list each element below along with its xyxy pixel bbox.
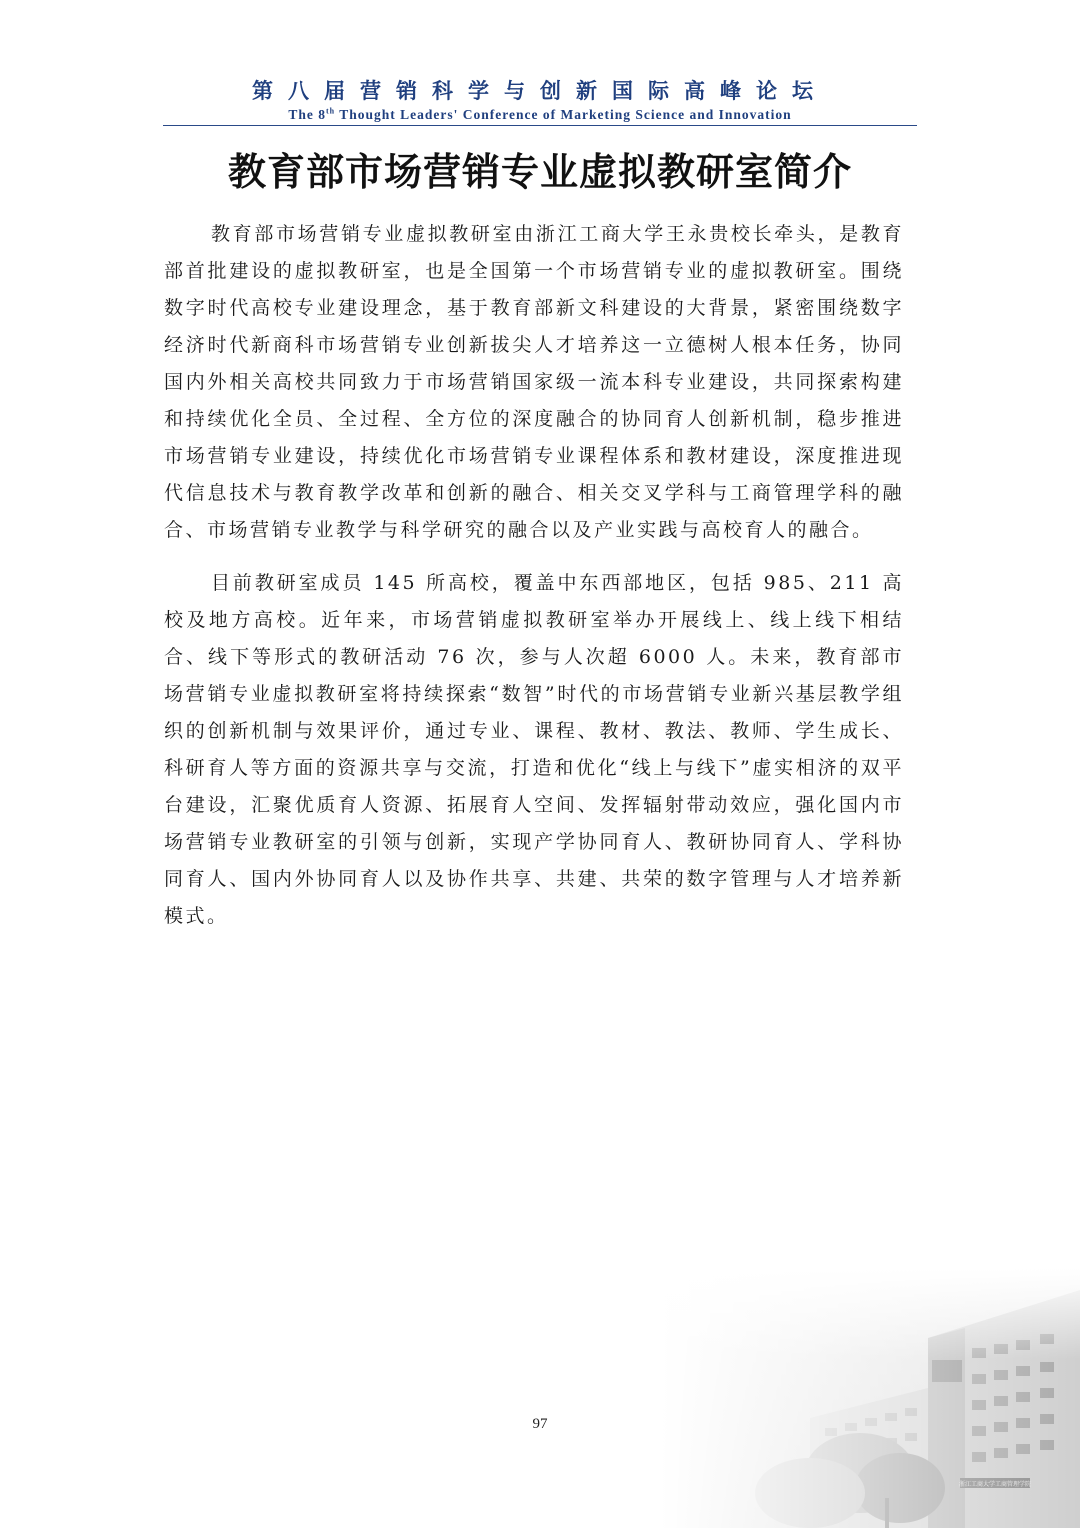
- conference-title-en-rest: Thought Leaders' Conference of Marketing Science and Innovation: [335, 107, 792, 122]
- paragraph-1: 教育部市场营销专业虚拟教研室由浙江工商大学王永贵校长牵头，是教育部首批建设的虚拟教研室，也是全国第一个市场营销专业的虚拟教研室。围绕数字时代高校专业建设理念，基于教育部新文科建设的大背景，紧密围绕数字经济时代新商科市场营销专业创新拔尖人才培养这一立德树人根本任务，协同国内外相关高校共同致力于市场营销国家级一流本科专业建设，共同探索构建和持续优化全员、全过程、全方位的深度融合的协同育人创新机制，稳步推进市场营销专业建设，持续优化市场营销专业课程体系和教材建设，深度推进现代信息技术与教育教学改革和创新的融合、相关交叉学科与工商管理学科的融合、市场营销专业教学与科学研究的融合以及产业实践与高校育人的融合。: [164, 223, 904, 541]
- page-header: [163, 76, 917, 124]
- page-number: 97: [532, 1416, 548, 1432]
- article-title: 教育部市场营销专业虚拟教研室简介: [227, 149, 852, 194]
- ordinal-suffix: th: [326, 106, 336, 116]
- conference-title-en-start: The 8: [288, 107, 326, 122]
- article-body: [164, 216, 904, 951]
- header-divider: [163, 125, 917, 126]
- conference-title-cn: 第八届营销科学与创新国际高峰论坛: [252, 79, 828, 103]
- campus-building-photo: [660, 1268, 1080, 1528]
- conference-title-en: [163, 106, 917, 124]
- paragraph-2: 目前教研室成员 145 所高校，覆盖中东西部地区，包括 985、211 高校及地方高校。近年来，市场营销虚拟教研室举办开展线上、线上线下相结合、线下等形式的教研活动 76 次，参与人次超 6000 人。未来，教育部市场营销专业虚拟教研室将持续探索“数智”时代的市场营销专业新兴基层教学组织的创新机制与效果评价，通过专业、课程、教材、教法、教师、学生成长、科研育人等方面的资源共享与交流，打造和优化“线上与线下”虚实相济的双平台建设，汇聚优质育人资源、拓展育人空间、发挥辐射带动效应，强化国内市场营销专业教研室的引领与创新，实现产学协同育人、教研协同育人、学科协同育人、国内外协同育人以及协作共享、共建、共荣的数字管理与人才培养新模式。: [164, 572, 904, 927]
